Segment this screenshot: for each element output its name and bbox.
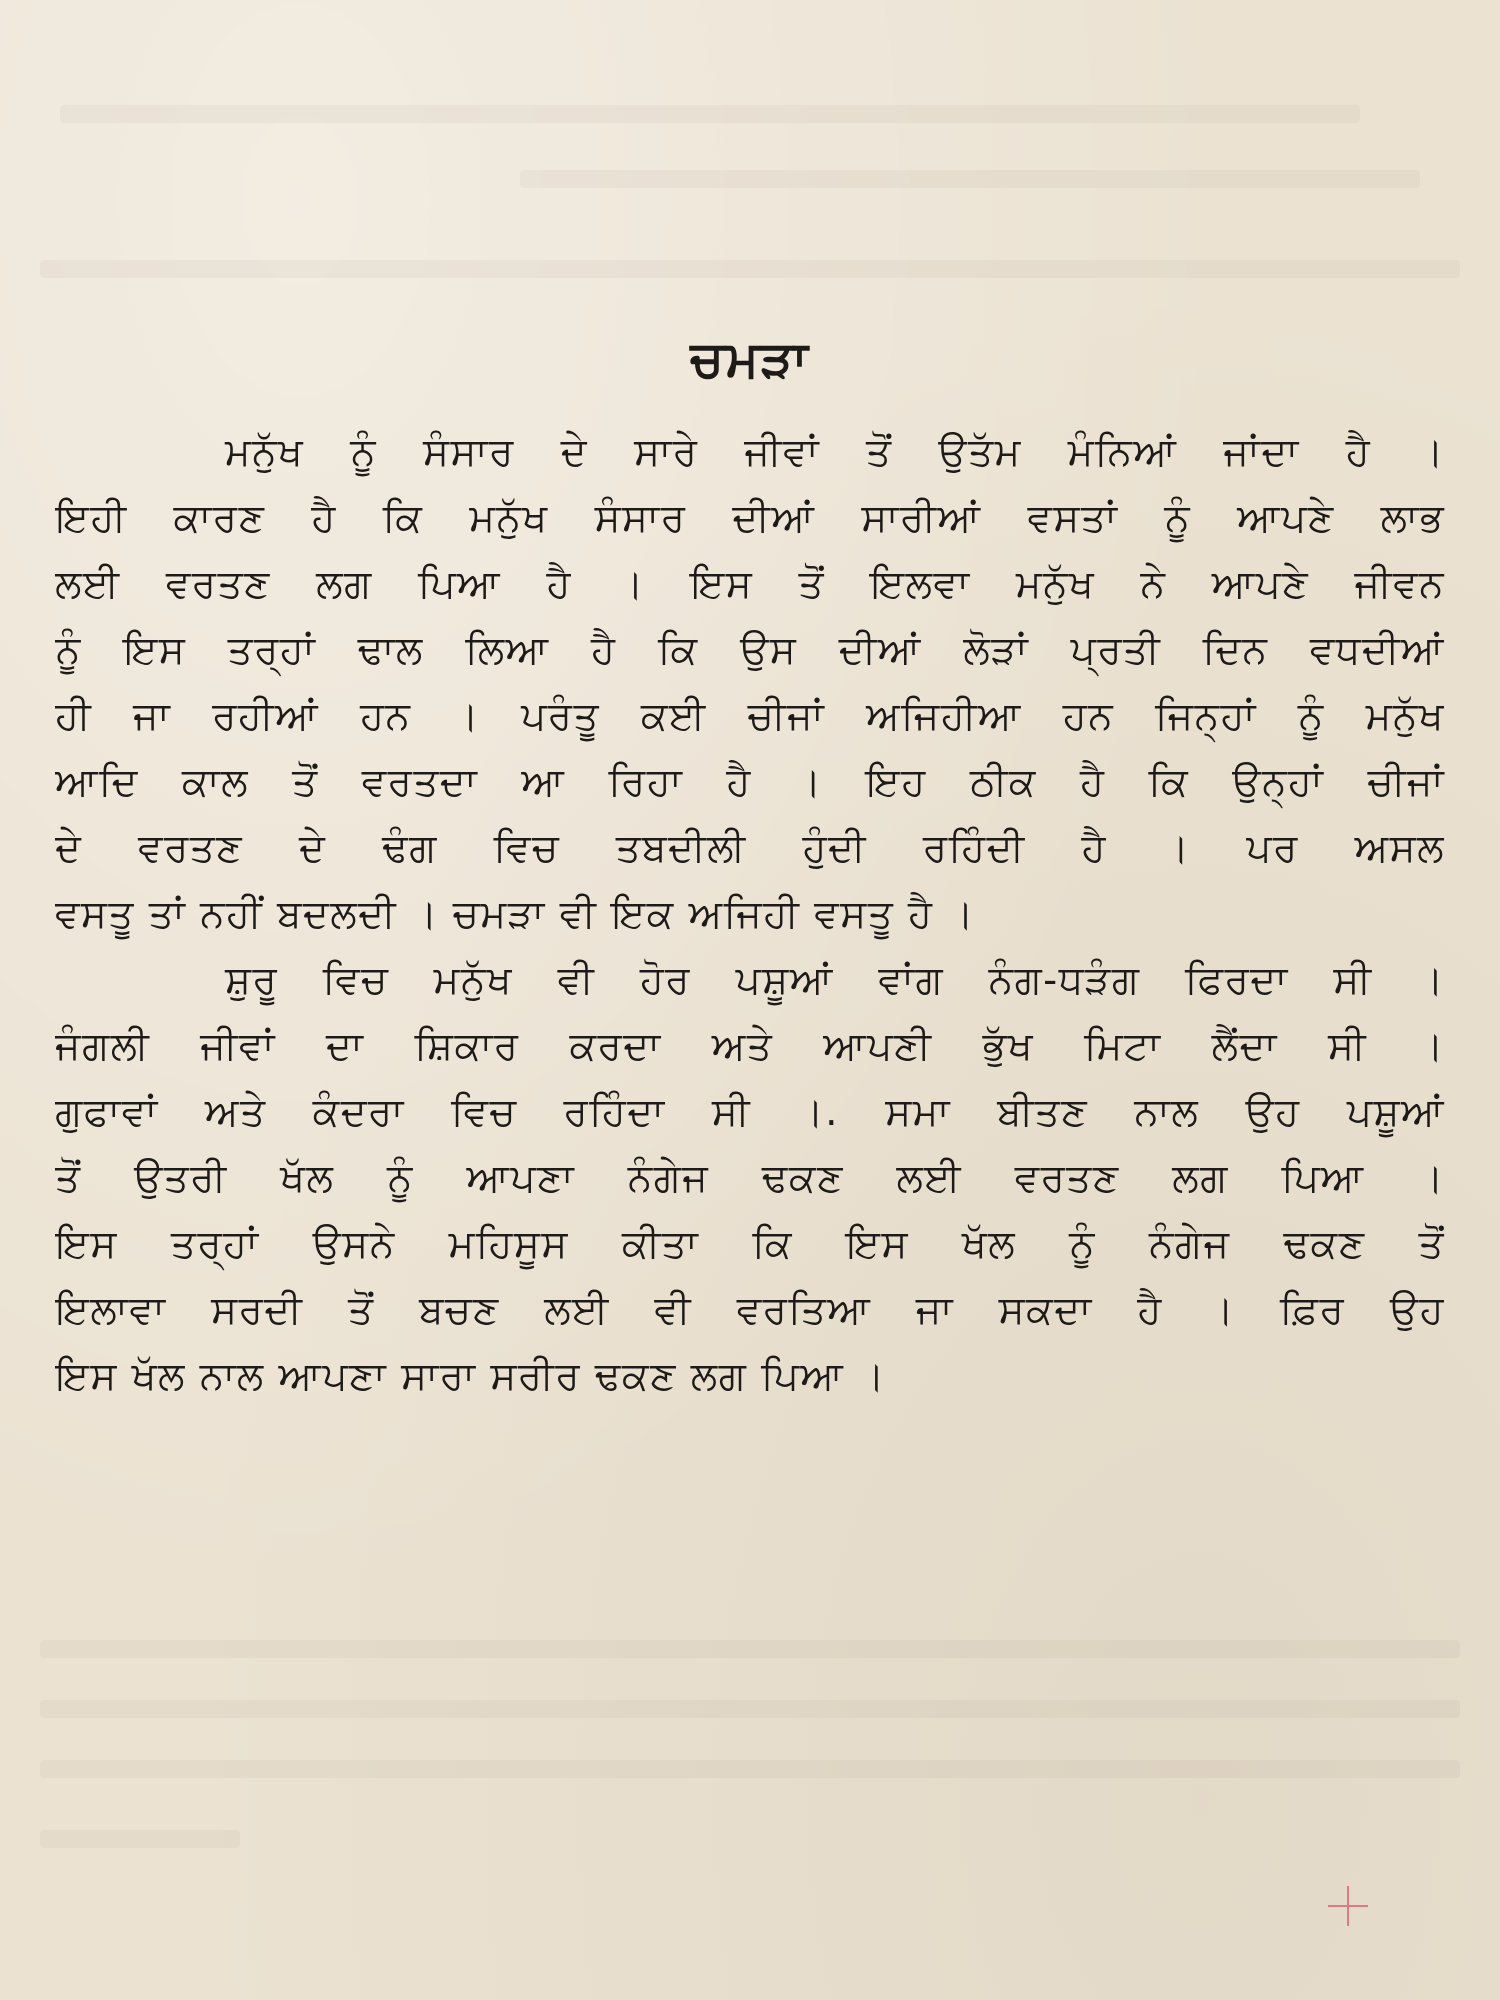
paragraph-2-line: ਗੁਫਾਵਾਂ ਅਤੇ ਕੰਦਰਾ ਵਿਚ ਰਹਿੰਦਾ ਸੀ ।. ਸਮਾ ਬੀਤਣ ਨਾਲ ਉਹ ਪਸ਼ੂਆਂ: [55, 1090, 1445, 1135]
paragraph-2-line: ਤੋਂ ਉਤਰੀ ਖੱਲ ਨੂੰ ਆਪਣਾ ਨੰਗੇਜ ਢਕਣ ਲਈ ਵਰਤਣ ਲਗ ਪਿਆ ।: [55, 1156, 1445, 1201]
bleed-through-line: [520, 170, 1420, 188]
paragraph-1-line: ਦੇ ਵਰਤਣ ਦੇ ਢੰਗ ਵਿਚ ਤਬਦੀਲੀ ਹੁੰਦੀ ਰਹਿੰਦੀ ਹੈ । ਪਰ ਅਸਲ: [55, 826, 1445, 871]
bleed-through-line: [40, 260, 1460, 278]
bleed-through-line: [40, 1760, 1460, 1778]
paragraph-1-line: ਲਈ ਵਰਤਣ ਲਗ ਪਿਆ ਹੈ । ਇਸ ਤੋਂ ਇਲਵਾ ਮਨੁੱਖ ਨੇ ਆਪਣੇ ਜੀਵਨ: [55, 562, 1445, 607]
paragraph-2-line: ਜੰਗਲੀ ਜੀਵਾਂ ਦਾ ਸ਼ਿਕਾਰ ਕਰਦਾ ਅਤੇ ਆਪਣੀ ਭੁੱਖ ਮਿਟਾ ਲੈਂਦਾ ਸੀ ।: [55, 1024, 1445, 1069]
paragraph-2-line: ਇਸ ਤਰ੍ਹਾਂ ਉਸਨੇ ਮਹਿਸੂਸ ਕੀਤਾ ਕਿ ਇਸ ਖੱਲ ਨੂੰ ਨੰਗੇਜ ਢਕਣ ਤੋਂ: [55, 1222, 1445, 1267]
paragraph-2-line: ਇਸ ਖੱਲ ਨਾਲ ਆਪਣਾ ਸਾਰਾ ਸਰੀਰ ਢਕਣ ਲਗ ਪਿਆ ।: [55, 1354, 886, 1399]
bleed-through-line: [40, 1700, 1460, 1718]
paragraph-1-line: ਨੂੰ ਇਸ ਤਰ੍ਹਾਂ ਢਾਲ ਲਿਆ ਹੈ ਕਿ ਉਸ ਦੀਆਂ ਲੋੜਾਂ ਪ੍ਰਤੀ ਦਿਨ ਵਧਦੀਆਂ: [55, 628, 1445, 673]
paragraph-1-line: ਆਦਿ ਕਾਲ ਤੋਂ ਵਰਤਦਾ ਆ ਰਿਹਾ ਹੈ । ਇਹ ਠੀਕ ਹੈ ਕਿ ਉਨ੍ਹਾਂ ਚੀਜਾਂ: [55, 760, 1445, 805]
body-text: [55, 420, 1445, 1410]
paragraph-1-line: ਵਸਤੂ ਤਾਂ ਨਹੀਂ ਬਦਲਦੀ । ਚਮੜਾ ਵੀ ਇਕ ਅਜਿਹੀ ਵਸਤੂ ਹੈ ।: [55, 892, 976, 937]
bleed-through-line: [60, 105, 1360, 123]
paragraph-1-line: ਇਹੀ ਕਾਰਣ ਹੈ ਕਿ ਮਨੁੱਖ ਸੰਸਾਰ ਦੀਆਂ ਸਾਰੀਆਂ ਵਸਤਾਂ ਨੂੰ ਆਪਣੇ ਲਾਭ: [55, 496, 1445, 541]
paragraph-1-line: ਮਨੁੱਖ ਨੂੰ ਸੰਸਾਰ ਦੇ ਸਾਰੇ ਜੀਵਾਂ ਤੋਂ ਉਤੱਮ ਮੰਨਿਆਂ ਜਾਂਦਾ ਹੈ ।: [225, 430, 1445, 475]
page-title: ਚਮੜਾ: [690, 330, 810, 388]
corner-plus-mark: [1322, 1880, 1374, 1932]
bleed-through-line: [40, 1830, 240, 1848]
paragraph-2-line: ਇਲਾਵਾ ਸਰਦੀ ਤੋਂ ਬਚਣ ਲਈ ਵੀ ਵਰਤਿਆ ਜਾ ਸਕਦਾ ਹੈ । ਫ਼ਿਰ ਉਹ: [55, 1288, 1445, 1333]
paragraph-2-line: ਸ਼ੁਰੂ ਵਿਚ ਮਨੁੱਖ ਵੀ ਹੋਰ ਪਸ਼ੂਆਂ ਵਾਂਗ ਨੰਗ-ਧੜੰਗ ਫਿਰਦਾ ਸੀ ।: [225, 958, 1445, 1003]
bleed-through-line: [40, 1640, 1460, 1658]
paragraph-1-line: ਹੀ ਜਾ ਰਹੀਆਂ ਹਨ । ਪਰੰਤੂ ਕਈ ਚੀਜਾਂ ਅਜਿਹੀਆ ਹਨ ਜਿਨ੍ਹਾਂ ਨੂੰ ਮਨੁੱਖ: [55, 694, 1445, 739]
